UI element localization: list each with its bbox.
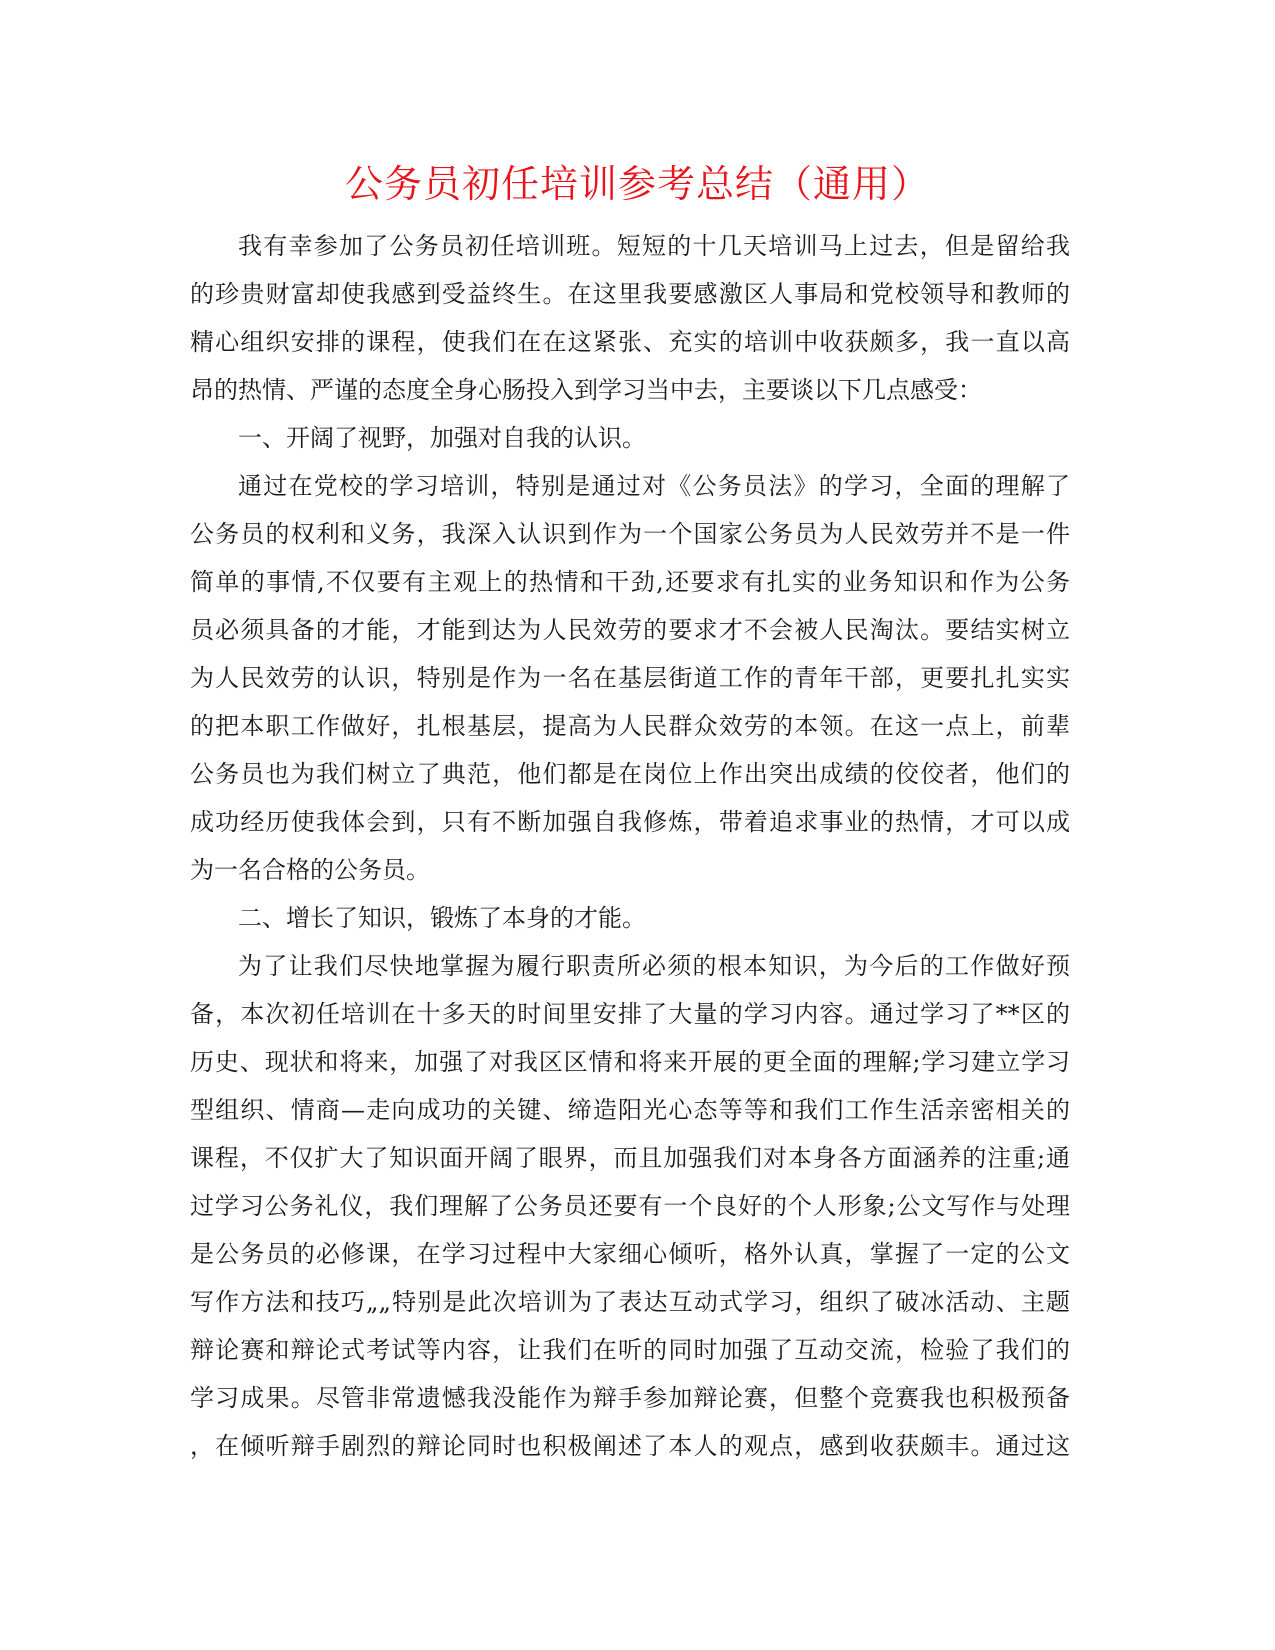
text-line: 我有幸参加了公务员初任培训班。短短的十几天培训马上过去，但是留给我 [238, 232, 1070, 260]
text-line: 精心组织安排的课程，使我们在在这紧张、充实的培训中收获颇多，我一直以高 [190, 328, 1070, 356]
text-line: 一、开阔了视野，加强对自我的认识。 [238, 424, 646, 452]
text-line: 成功经历使我体会到，只有不断加强自我修炼，带着追求事业的热情，才可以成 [190, 808, 1070, 836]
text-line: 历史、现状和将来，加强了对我区区情和将来开展的更全面的理解;学习建立学习 [190, 1048, 1070, 1076]
text-line: 为人民效劳的认识，特别是作为一名在基层街道工作的青年干部，更要扎扎实实 [190, 664, 1070, 692]
text-line: 二、增长了知识，锻炼了本身的才能。 [238, 904, 646, 932]
text-line: 公务员也为我们树立了典范，他们都是在岗位上作出突出成绩的佼佼者，他们的 [190, 760, 1070, 788]
text-line: 昂的热情、严谨的态度全身心肠投入到学习当中去，主要谈以下几点感受： [190, 376, 982, 404]
text-line: ，在倾听辩手剧烈的辩论同时也积极阐述了本人的观点，感到收获颇丰。通过这 [190, 1432, 1070, 1460]
text-line: 型组织、情商—走向成功的关键、缔造阳光心态等等和我们工作生活亲密相关的 [190, 1096, 1070, 1124]
text-line: 的珍贵财富却使我感到受益终生。在这里我要感激区人事局和党校领导和教师的 [190, 280, 1070, 308]
text-line: 员必须具备的才能，才能到达为人民效劳的要求才不会被人民淘汰。要结实树立 [190, 616, 1070, 644]
text-line: 为一名合格的公务员。 [190, 856, 430, 884]
page-title: 公务员初任培训参考总结（通用） [344, 162, 930, 206]
text-line: 为了让我们尽快地掌握为履行职责所必须的根本知识，为今后的工作做好预 [238, 952, 1070, 980]
text-line: 公务员的权利和义务，我深入认识到作为一个国家公务员为人民效劳并不是一件 [190, 520, 1070, 548]
document-body [190, 222, 1070, 1470]
text-line: 的把本职工作做好，扎根基层，提高为人民群众效劳的本领。在这一点上，前辈 [190, 712, 1070, 740]
text-line: 过学习公务礼仪，我们理解了公务员还要有一个良好的个人形象;公文写作与处理 [190, 1192, 1070, 1220]
text-line: 是公务员的必修课，在学习过程中大家细心倾听，格外认真，掌握了一定的公文 [190, 1240, 1070, 1268]
text-line: 学习成果。尽管非常遗憾我没能作为辩手参加辩论赛，但整个竞赛我也积极预备 [190, 1384, 1070, 1412]
text-line: 备，本次初任培训在十多天的时间里安排了大量的学习内容。通过学习了**区的 [190, 1000, 1070, 1028]
text-line: 简单的事情,不仅要有主观上的热情和干劲,还要求有扎实的业务知识和作为公务 [190, 568, 1070, 596]
text-line: 课程，不仅扩大了知识面开阔了眼界，而且加强我们对本身各方面涵养的注重;通 [190, 1144, 1070, 1172]
text-line: 写作方法和技巧„„特别是此次培训为了表达互动式学习，组织了破冰活动、主题 [190, 1288, 1070, 1316]
text-line: 辩论赛和辩论式考试等内容，让我们在听的同时加强了互动交流，检验了我们的 [190, 1336, 1070, 1364]
text-line: 通过在党校的学习培训，特别是通过对《公务员法》的学习，全面的理解了 [238, 472, 1070, 500]
